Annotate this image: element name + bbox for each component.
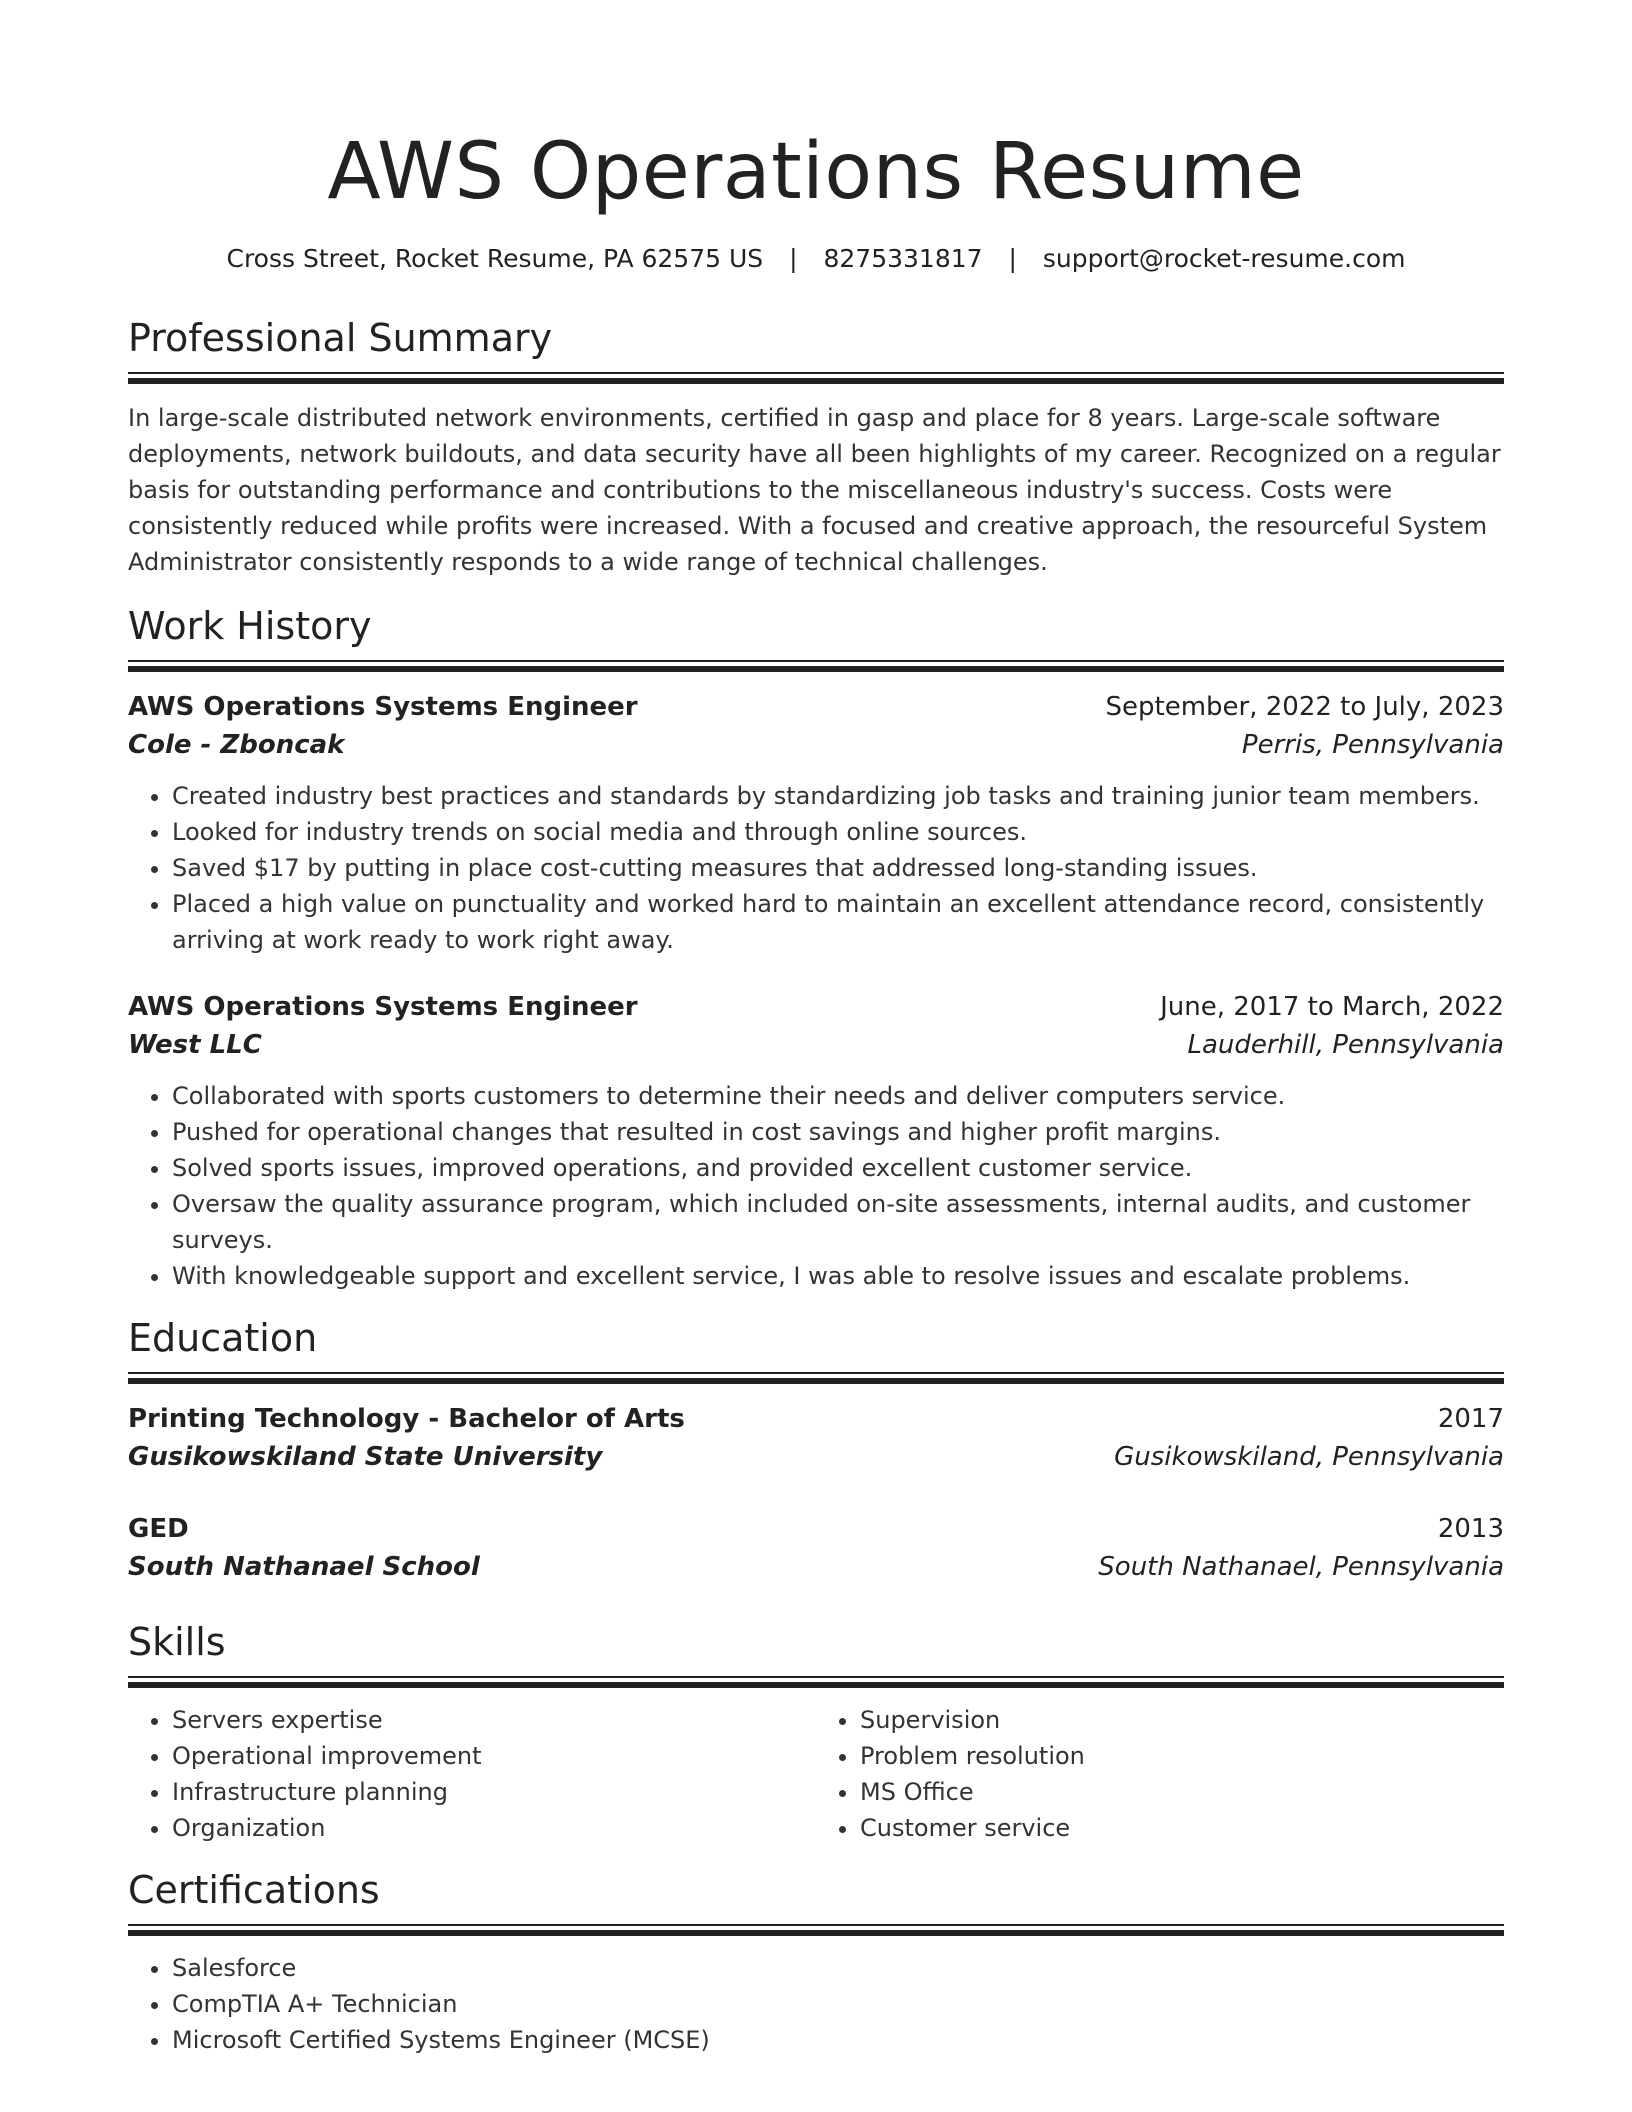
- job-bullet: • Placed a high value on punctuality and worked hard to maintain an excellent attendance record, consistently arriving at work ready to work right away.: [172, 886, 1504, 958]
- job-bullet: • Saved $17 by putting in place cost-cutting measures that addressed long-standing issues.: [172, 850, 1504, 886]
- job-dates: June, 2017 to March, 2022: [1160, 992, 1504, 1022]
- skill-item: • Problem resolution: [860, 1738, 1504, 1774]
- skill-item: • Organization: [172, 1810, 816, 1846]
- section-title-summary: Professional Summary: [128, 316, 553, 360]
- work-section: [128, 602, 1504, 1294]
- summary-text: In large-scale distributed network environments, certified in gasp and place for 8 years. Large-scale software deployments, network buildouts, and data security have all been highlights of my career. Recognized on a regular basis for outstanding performance and contributions to the miscellaneous industry's success. Costs were consistently reduced while profits were increased. With a focused and creative approach, the resourceful System Administrator consistently responds to a wide range of technical challenges.: [128, 404, 1501, 576]
- section-divider: [128, 1372, 1504, 1384]
- education-location: Gusikowskiland, Pennsylvania: [1114, 1442, 1504, 1472]
- section-title-work: Work History: [128, 604, 372, 648]
- job-company: West LLC: [128, 1030, 262, 1060]
- job-bullets: [128, 1078, 1504, 1294]
- education-school: South Nathanael School: [128, 1552, 480, 1582]
- contact-address: Cross Street, Rocket Resume, PA 62575 US: [226, 244, 764, 273]
- job-bullet: • Created industry best practices and standards by standardizing job tasks and training junior team members.: [172, 778, 1504, 814]
- resume-name: AWS Operations Resume: [327, 127, 1305, 217]
- job-bullet: • With knowledgeable support and excellent service, I was able to resolve issues and escalate problems.: [172, 1258, 1504, 1294]
- skills-column-left: [128, 1702, 816, 1846]
- job-bullets: [128, 778, 1504, 958]
- job-bullet: • Looked for industry trends on social media and through online sources.: [172, 814, 1504, 850]
- education-year: 2013: [1437, 1514, 1504, 1544]
- job-entry: [128, 988, 1504, 1294]
- skill-item: • Infrastructure planning: [172, 1774, 816, 1810]
- job-title: AWS Operations Systems Engineer: [128, 692, 638, 722]
- skill-item: • Customer service: [860, 1810, 1504, 1846]
- certification-item: • CompTIA A+ Technician: [172, 1986, 1504, 2022]
- job-location: Perris, Pennsylvania: [1241, 730, 1504, 760]
- skills-column-right: [816, 1702, 1504, 1846]
- section-title-skills: Skills: [128, 1620, 226, 1664]
- skills-section: [128, 1618, 1504, 1846]
- skill-item: • Supervision: [860, 1702, 1504, 1738]
- job-entry: [128, 688, 1504, 958]
- job-header: [128, 988, 1504, 1026]
- section-divider: [128, 660, 1504, 672]
- contact-separator: |: [789, 244, 798, 273]
- education-section: [128, 1314, 1504, 1586]
- education-entry: [128, 1510, 1504, 1586]
- skill-item: • Servers expertise: [172, 1702, 816, 1738]
- job-subheader: [128, 726, 1504, 764]
- contact-line: [128, 242, 1504, 276]
- skills-grid: [128, 1702, 1504, 1846]
- education-location: South Nathanael, Pennsylvania: [1098, 1552, 1504, 1582]
- job-title: AWS Operations Systems Engineer: [128, 992, 638, 1022]
- job-location: Lauderhill, Pennsylvania: [1187, 1030, 1504, 1060]
- section-divider: [128, 1676, 1504, 1688]
- education-year: 2017: [1437, 1404, 1504, 1434]
- certification-item: • Microsoft Certified Systems Engineer (MCSE): [172, 2022, 1504, 2058]
- skill-item: • MS Office: [860, 1774, 1504, 1810]
- job-bullet: • Oversaw the quality assurance program, which included on-site assessments, internal audits, and customer surveys.: [172, 1186, 1504, 1258]
- contact-phone: 8275331817: [823, 244, 983, 273]
- job-bullet: • Pushed for operational changes that resulted in cost savings and higher profit margins.: [172, 1114, 1504, 1150]
- education-degree: Printing Technology - Bachelor of Arts: [128, 1404, 685, 1434]
- job-company: Cole - Zboncak: [128, 730, 345, 760]
- summary-section: [128, 314, 1504, 580]
- section-divider: [128, 372, 1504, 384]
- job-header: [128, 688, 1504, 726]
- education-degree: GED: [128, 1514, 189, 1544]
- contact-separator: |: [1008, 244, 1017, 273]
- education-subheader: [128, 1548, 1504, 1586]
- section-title-education: Education: [128, 1316, 318, 1360]
- skill-item: • Operational improvement: [172, 1738, 816, 1774]
- education-header: [128, 1400, 1504, 1438]
- resume-page: [128, 0, 1504, 2058]
- certifications-list: [128, 1950, 1504, 2058]
- section-divider: [128, 1924, 1504, 1936]
- contact-email: support@rocket-resume.com: [1042, 244, 1406, 273]
- section-title-certifications: Certifications: [128, 1868, 380, 1912]
- education-header: [128, 1510, 1504, 1548]
- education-school: Gusikowskiland State University: [128, 1442, 603, 1472]
- education-subheader: [128, 1438, 1504, 1476]
- certifications-section: [128, 1866, 1504, 2058]
- job-bullet: • Solved sports issues, improved operations, and provided excellent customer service.: [172, 1150, 1504, 1186]
- job-dates: September, 2022 to July, 2023: [1105, 692, 1504, 722]
- education-entry: [128, 1400, 1504, 1476]
- job-bullet: • Collaborated with sports customers to determine their needs and deliver computers service.: [172, 1078, 1504, 1114]
- certification-item: • Salesforce: [172, 1950, 1504, 1986]
- job-subheader: [128, 1026, 1504, 1064]
